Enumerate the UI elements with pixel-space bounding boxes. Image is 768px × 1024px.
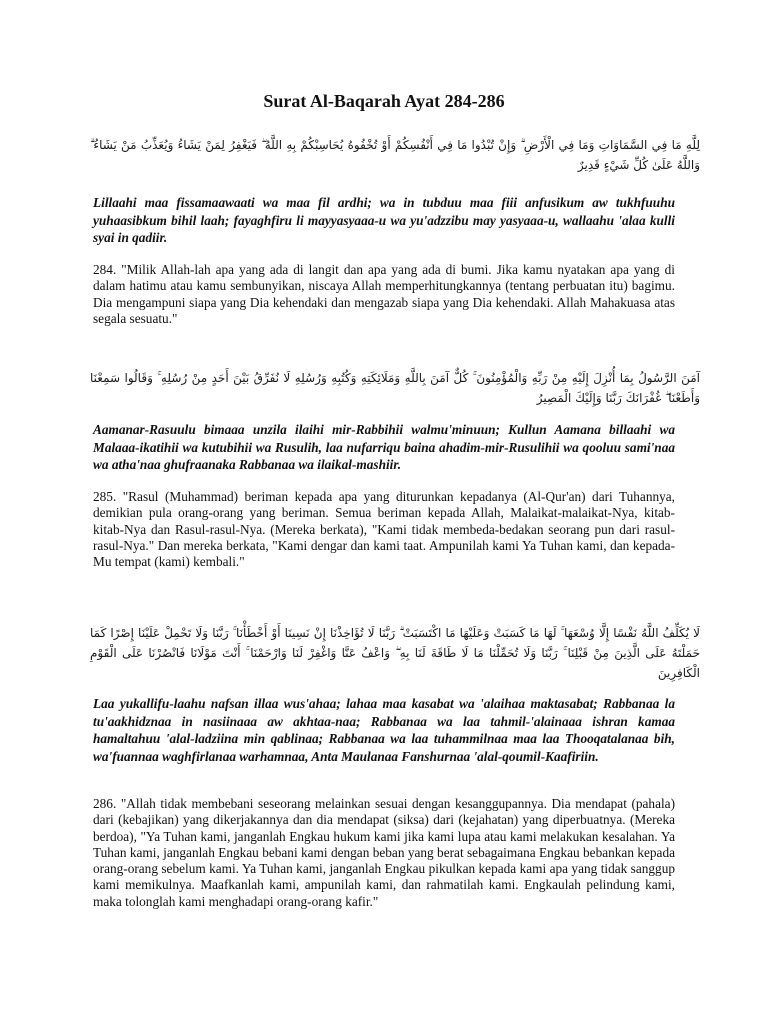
verse-286-transliteration xyxy=(93,695,675,765)
translation-text: 286. "Allah tidak membebani seseorang melainkan sesuai dengan kesanggupannya. Dia mendapat (pahala) dari (kebajikan) yang dikerjakannya dan dia mendapat (siksa) dari (kejahatan) yang diperbuatnya. (Mereka berdoa), "Ya Tuhan kami, janganlah Engkau hukum kami jika kami lupa atau kami melakukan kesalahan. Ya Tuhan kami, janganlah Engkau bebani kami dengan beban yang berat sebagaimana Engkau bebankan kepada orang-orang sebelum kami. Ya Tuhan kami, janganlah Engkau pikulkan kepada kami apa yang tidak sanggup kami memikulnya. Maafkanlah kami, ampunilah kami, dan rahmatilah kami. Engkaulah pelindung kami, maka tolonglah kami menghadapi orang-orang kafir." xyxy=(93,796,675,909)
arabic-text: لِلَّهِ مَا فِي السَّمَاوَاتِ وَمَا فِي الْأَرْضِ ۗ وَإِنْ تُبْدُوا مَا فِي أَنْفُسِكُمْ أَوْ تُخْفُوهُ يُحَاسِبْكُمْ بِهِ اللَّهُ ۖ فَيَغْفِرُ لِمَنْ يَشَاءُ وَيُعَذِّبُ مَنْ يَشَاءُ ۗ وَاللَّهُ عَلَىٰ كُلِّ شَيْءٍ قَدِيرٌ xyxy=(90,138,700,172)
verse-284-arabic xyxy=(90,135,700,175)
verse-284-transliteration xyxy=(93,194,675,247)
verse-286-arabic xyxy=(90,623,700,683)
verse-285-transliteration xyxy=(93,421,675,474)
transliteration-text: Laa yukallifu-laahu nafsan illaa wus'ahaa; lahaa maa kasabat wa 'alaihaa maktasabat; Rabbanaa la tu'aakhidznaa in nasiinaaa aw akhtaa-naa; Rabbanaa wa laa tahmil-'alainaaa ishran kamaa hamaltahuu 'alal-ladziina min qablinaa; Rabbanaa wa laa tuhammilnaa maa laa Thooqatalanaa bih, wa'fuannaa waghfirlanaa warhamnaa, Anta Maulanaa Fanshurnaa 'alal-qoumil-Kaafiriin. xyxy=(93,696,675,764)
transliteration-text: Aamanar-Rasuulu bimaaa unzila ilaihi mir-Rabbihii walmu'minuun; Kullun Aamana billaahi wa Malaaa-ikatihii wa kutubihii wa Rusulih, laa nufarriqu baina ahadim-mir-Rusulihii wa qooluu sami'naa wa atha'naa ghufraanaka Rabbanaa wa ilaikal-mashiir. xyxy=(93,422,675,472)
verse-284-translation xyxy=(93,262,675,327)
page-title: Surat Al-Baqarah Ayat 284-286 xyxy=(263,91,505,111)
verse-285-translation xyxy=(93,489,675,570)
verse-286-translation xyxy=(93,796,675,910)
translation-text: 285. "Rasul (Muhammad) beriman kepada apa yang diturunkan kepadanya (Al-Qur'an) dari Tuhannya, demikian pula orang-orang yang beriman. Semua beriman kepada Allah, Malaikat-malaikat-Nya, kitab-kitab-Nya dan Rasul-rasul-Nya. (Mereka berkata), "Kami tidak membeda-bedakan seorang pun dari rasul-rasul-Nya." Dan mereka berkata, "Kami dengar dan kami taat. Ampunilah kami Ya Tuhan kami, dan kepada-Mu tempat (kami) kembali." xyxy=(93,489,675,570)
transliteration-text: Lillaahi maa fissamaawaati wa maa fil ardhi; wa in tubduu maa fiii anfusikum aw tukhfuuhu yuhaasibkum bihil laah; fayaghfiru li mayyasyaaa-u wa yu'adzzibu may yasyaaa-u, wallaahu 'alaa kulli syai in qadiir. xyxy=(93,195,675,245)
arabic-text: لَا يُكَلِّفُ اللَّهُ نَفْسًا إِلَّا وُسْعَهَا ۚ لَهَا مَا كَسَبَتْ وَعَلَيْهَا مَا اكْتَسَبَتْ ۗ رَبَّنَا لَا تُؤَاخِذْنَا إِنْ نَسِينَا أَوْ أَخْطَأْنَا ۚ رَبَّنَا وَلَا تَحْمِلْ عَلَيْنَا إِصْرًا كَمَا حَمَلْتَهُ عَلَى الَّذِينَ مِنْ قَبْلِنَا ۚ رَبَّنَا وَلَا تُحَمِّلْنَا مَا لَا طَاقَةَ لَنَا بِهِ ۖ وَاعْفُ عَنَّا وَاغْفِرْ لَنَا وَارْحَمْنَا ۚ أَنْتَ مَوْلَانَا فَانْصُرْنَا عَلَى الْقَوْمِ الْكَافِرِينَ xyxy=(90,626,700,680)
arabic-text: آمَنَ الرَّسُولُ بِمَا أُنْزِلَ إِلَيْهِ مِنْ رَبِّهِ وَالْمُؤْمِنُونَ ۚ كُلٌّ آمَنَ بِاللَّهِ وَمَلَائِكَتِهِ وَكُتُبِهِ وَرُسُلِهِ لَا نُفَرِّقُ بَيْنَ أَحَدٍ مِنْ رُسُلِهِ ۚ وَقَالُوا سَمِعْنَا وَأَطَعْنَا ۖ غُفْرَانَكَ رَبَّنَا وَإِلَيْكَ الْمَصِيرُ xyxy=(90,371,700,405)
verse-285-arabic xyxy=(90,368,700,408)
translation-text: 284. "Milik Allah-lah apa yang ada di langit dan apa yang ada di bumi. Jika kamu nyatakan apa yang di dalam hatimu atau kamu sembunyikan, niscaya Allah memperhitungkannya (tentang perbuatan itu) bagimu. Dia mengampuni siapa yang Dia kehendaki dan mengazab siapa yang Dia kehendaki. Allah Mahakuasa atas segala sesuatu." xyxy=(93,262,675,326)
